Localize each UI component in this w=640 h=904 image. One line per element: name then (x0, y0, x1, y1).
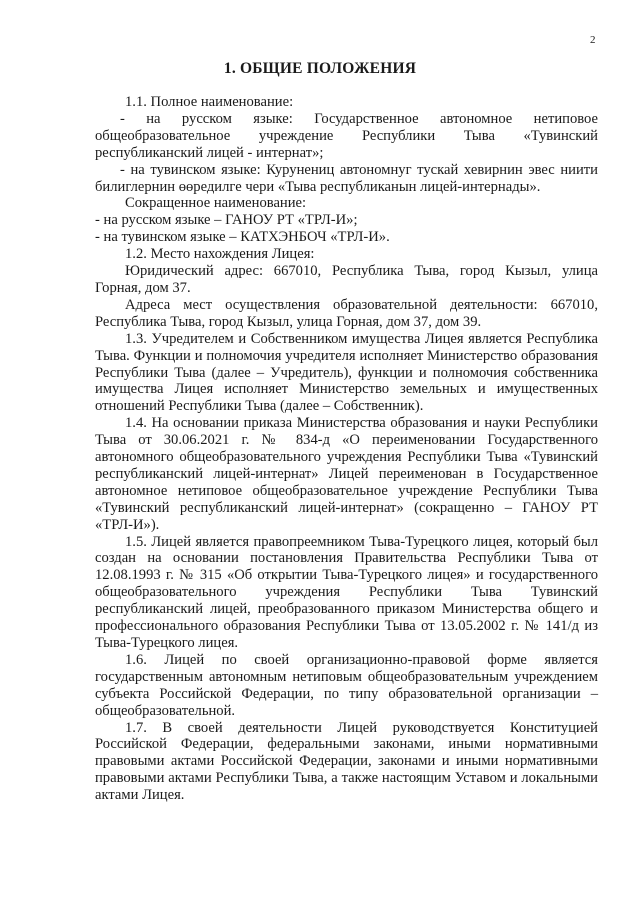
paragraph-1-7: 1.7. В своей деятельности Лицей руководствуется Конституцией Российской Федерации, федеральными законами, иными нормативными правовыми актами Российской Федерации, законами и иными нормативными правовыми актами Республики Тыва, а также настоящим Уставом и локальными актами Лицея. (95, 719, 598, 804)
paragraph-legal-address: Юридический адрес: 667010, Республика Тыва, город Кызыл, улица Горная, дом 37. (95, 263, 598, 296)
paragraph-name-tyv: - на тувинском языке: Курунениц автономнуг тускай хевирнин эвес ниити билиглернин өөредилге чери «Тыва республиканын лицей-интернады». (95, 161, 598, 195)
paragraph-1-4: 1.4. На основании приказа Министерства образования и науки Республики Тыва от 30.06.2021 г. № 834-д «О переименовании Государственного автономного общеобразовательного учреждения Республики Тыва «Тувинский республиканский лицей-интернат» Лицей переименован в Государственное автономное нетиповое общеобразовательное учреждение Республики Тыва «Тувинский республиканский лицей-интернат» (сокращенно – ГАНОУ РТ «ТРЛ-И»). (95, 415, 598, 533)
page-number: 2 (590, 34, 596, 46)
paragraph-1-1: 1.1. Полное наименование: (125, 94, 294, 110)
paragraph-short-name: Сокращенное наименование: (125, 195, 307, 212)
paragraph-1-3: 1.3. Учредителем и Собственником имущества Лицея является Республика Тыва. Функции и полномочия учредителя исполняет Министерство образования Республики Тыва (далее – Учредитель), функции и полномочия собственника имущества Лицея исполняет Министерство земельных и имущественных отношений Республики Тыва (далее – Собственник). (95, 330, 598, 415)
section-heading: 1. ОБЩИЕ ПОЛОЖЕНИЯ (223, 60, 417, 77)
document-body (95, 94, 598, 804)
paragraph-short-ru: - на русском языке – ГАНОУ РТ «ТРЛ-И»; (95, 212, 358, 229)
paragraph-short-tyv: - на тувинском языке – КАТХЭНБОЧ «ТРЛ-И». (95, 229, 390, 246)
paragraph-name-ru: - на русском языке: Государственное автономное нетиповое общеобразовательное учреждение Республики Тыва «Тувинский республиканский лицей - интернат»; (95, 110, 598, 161)
paragraph-1-6: 1.6. Лицей по своей организационно-правовой форме является государственным автономным нетиповым общеобразовательным учреждением субъекта Российской Федерации, по типу образовательной организации – общеобразовательной. (95, 651, 598, 719)
paragraph-1-2: 1.2. Место нахождения Лицея: (125, 246, 315, 263)
paragraph-activity-address: Адреса мест осуществления образовательной деятельности: 667010, Республика Тыва, город Кызыл, улица Горная, дом 37, дом 39. (95, 296, 598, 330)
paragraph-1-5: 1.5. Лицей является правопреемником Тыва-Турецкого лицея, который был создан на основании постановления Правительства Республики Тыва от 12.08.1993 г. № 315 «Об открытии Тыва-Турецкого лицея» и государственного общеобразовательного учреждения Республики Тыва Тувинский республиканский лицей, преобразованного приказом Министерства общего и профессионального образования Республики Тыва от 13.05.2002 г. № 141/д из Тыва-Турецкого лицея. (95, 533, 598, 651)
